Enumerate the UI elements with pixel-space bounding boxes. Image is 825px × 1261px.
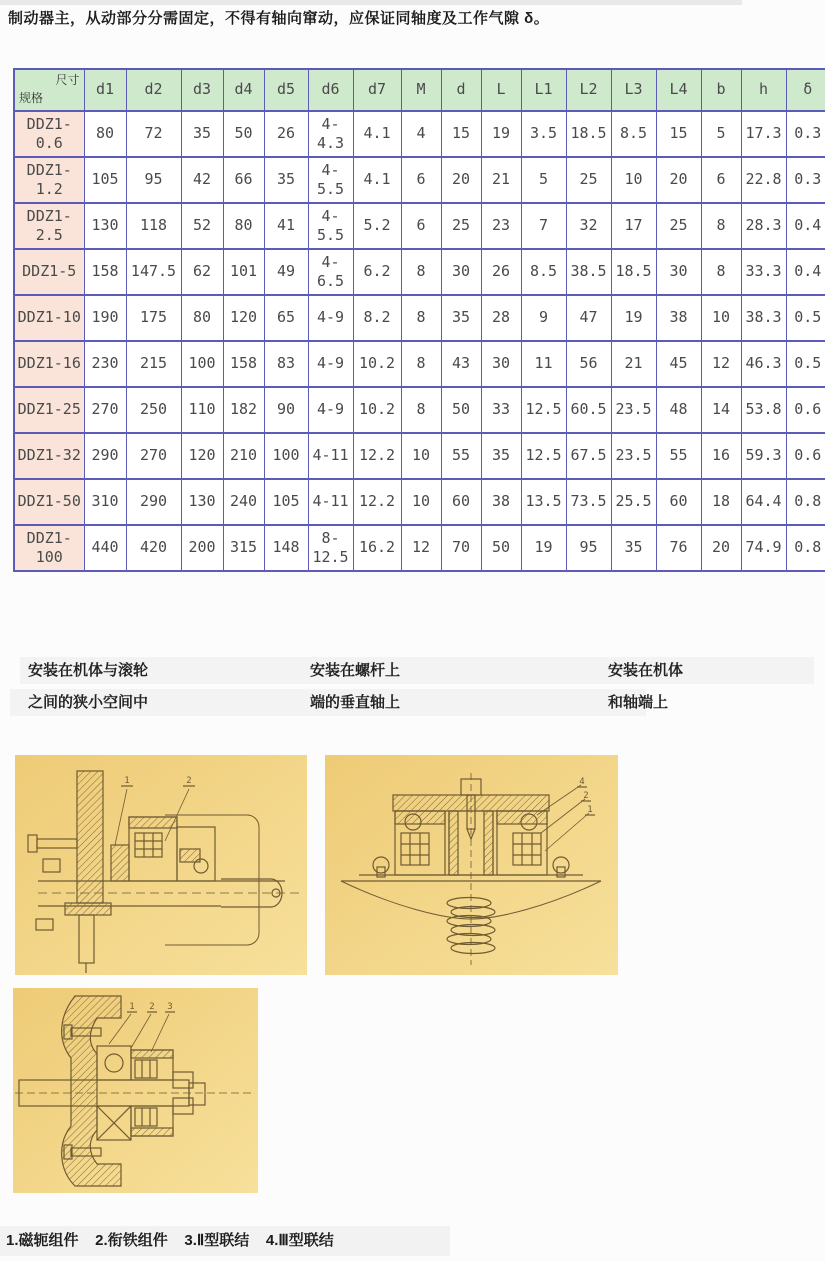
value-cell: 10 xyxy=(611,157,656,203)
value-cell: 72 xyxy=(126,111,181,157)
value-cell: 10.2 xyxy=(353,341,401,387)
spec-table xyxy=(13,68,825,572)
value-cell: 53.8 xyxy=(741,387,786,433)
figure-bg xyxy=(13,988,258,1193)
value-cell: 4-9 xyxy=(308,341,353,387)
value-cell: 6 xyxy=(401,203,441,249)
table-row xyxy=(14,111,825,157)
value-cell: 74.9 xyxy=(741,525,786,571)
value-cell: 4.1 xyxy=(353,157,401,203)
figure-label: 1 xyxy=(587,805,593,815)
value-cell: 23.5 xyxy=(611,387,656,433)
value-cell: 43 xyxy=(441,341,481,387)
value-cell: 16.2 xyxy=(353,525,401,571)
value-cell: 21 xyxy=(481,157,521,203)
value-cell: 4.1 xyxy=(353,111,401,157)
table-row xyxy=(14,341,825,387)
value-cell: 12 xyxy=(401,525,441,571)
spec-cell: DDZ1-25 xyxy=(14,387,84,433)
figure-label: 3 xyxy=(167,1002,173,1012)
value-cell: 6.2 xyxy=(353,249,401,295)
value-cell: 105 xyxy=(84,157,126,203)
column-header: d xyxy=(441,69,481,111)
value-cell: 28 xyxy=(481,295,521,341)
value-cell: 310 xyxy=(84,479,126,525)
column-header: b xyxy=(701,69,741,111)
value-cell: 23.5 xyxy=(611,433,656,479)
table-row xyxy=(14,157,825,203)
value-cell: 147.5 xyxy=(126,249,181,295)
column-header: δ xyxy=(786,69,825,111)
value-cell: 30 xyxy=(441,249,481,295)
value-cell: 200 xyxy=(181,525,223,571)
value-cell: 15 xyxy=(441,111,481,157)
value-cell: 250 xyxy=(126,387,181,433)
value-cell: 290 xyxy=(84,433,126,479)
value-cell: 95 xyxy=(126,157,181,203)
bottom-caption: 1.磁轭组件 2.衔铁组件 3.Ⅱ型联结 4.Ⅲ型联结 xyxy=(6,1232,334,1249)
figure-label: 1 xyxy=(129,1002,135,1012)
table-row xyxy=(14,387,825,433)
value-cell: 175 xyxy=(126,295,181,341)
caption-line: 安装在机体与滚轮 xyxy=(28,662,149,679)
value-cell: 130 xyxy=(84,203,126,249)
value-cell: 60 xyxy=(441,479,481,525)
value-cell: 50 xyxy=(481,525,521,571)
value-cell: 0.6 xyxy=(786,433,825,479)
value-cell: 12.5 xyxy=(521,387,566,433)
value-cell: 35 xyxy=(481,433,521,479)
value-cell: 4-9 xyxy=(308,295,353,341)
value-cell: 110 xyxy=(181,387,223,433)
value-cell: 215 xyxy=(126,341,181,387)
caption-line: 之间的狭小空间中 xyxy=(28,694,149,711)
value-cell: 80 xyxy=(181,295,223,341)
value-cell: 22.8 xyxy=(741,157,786,203)
column-header: d6 xyxy=(308,69,353,111)
spec-cell: DDZ1-100 xyxy=(14,525,84,571)
value-cell: 8 xyxy=(401,341,441,387)
column-header: h xyxy=(741,69,786,111)
value-cell: 4-11 xyxy=(308,479,353,525)
value-cell: 4-5.5 xyxy=(308,203,353,249)
table-row xyxy=(14,433,825,479)
value-cell: 0.4 xyxy=(786,203,825,249)
value-cell: 4-11 xyxy=(308,433,353,479)
value-cell: 101 xyxy=(223,249,264,295)
value-cell: 21 xyxy=(611,341,656,387)
value-cell: 35 xyxy=(181,111,223,157)
caption-roller xyxy=(28,657,308,716)
figure-label: 2 xyxy=(583,791,589,801)
value-cell: 4-6.5 xyxy=(308,249,353,295)
value-cell: 18 xyxy=(701,479,741,525)
value-cell: 25 xyxy=(441,203,481,249)
spec-cell: DDZ1-5 xyxy=(14,249,84,295)
value-cell: 76 xyxy=(656,525,701,571)
value-cell: 18.5 xyxy=(566,111,611,157)
value-cell: 90 xyxy=(264,387,308,433)
value-cell: 5 xyxy=(521,157,566,203)
column-header: L2 xyxy=(566,69,611,111)
value-cell: 118 xyxy=(126,203,181,249)
value-cell: 48 xyxy=(656,387,701,433)
value-cell: 4-5.5 xyxy=(308,157,353,203)
value-cell: 60.5 xyxy=(566,387,611,433)
value-cell: 55 xyxy=(656,433,701,479)
value-cell: 8-12.5 xyxy=(308,525,353,571)
value-cell: 190 xyxy=(84,295,126,341)
top-divider xyxy=(0,0,742,5)
value-cell: 23 xyxy=(481,203,521,249)
value-cell: 25 xyxy=(566,157,611,203)
value-cell: 8.5 xyxy=(611,111,656,157)
value-cell: 18.5 xyxy=(611,249,656,295)
value-cell: 315 xyxy=(223,525,264,571)
value-cell: 50 xyxy=(223,111,264,157)
value-cell: 38.3 xyxy=(741,295,786,341)
column-header: d7 xyxy=(353,69,401,111)
value-cell: 270 xyxy=(126,433,181,479)
value-cell: 80 xyxy=(223,203,264,249)
value-cell: 30 xyxy=(656,249,701,295)
value-cell: 290 xyxy=(126,479,181,525)
value-cell: 0.3 xyxy=(786,157,825,203)
corner-label-size: 尺寸 xyxy=(55,73,80,87)
value-cell: 28.3 xyxy=(741,203,786,249)
spec-cell: DDZ1-10 xyxy=(14,295,84,341)
value-cell: 158 xyxy=(223,341,264,387)
value-cell: 210 xyxy=(223,433,264,479)
value-cell: 8.5 xyxy=(521,249,566,295)
table-row xyxy=(14,295,825,341)
caption-screw xyxy=(310,657,590,716)
value-cell: 66 xyxy=(223,157,264,203)
value-cell: 100 xyxy=(181,341,223,387)
figure-shaft-end-mount-drawing xyxy=(13,988,258,1193)
value-cell: 59.3 xyxy=(741,433,786,479)
value-cell: 440 xyxy=(84,525,126,571)
value-cell: 19 xyxy=(611,295,656,341)
value-cell: 5 xyxy=(701,111,741,157)
value-cell: 80 xyxy=(84,111,126,157)
value-cell: 33 xyxy=(481,387,521,433)
column-header: d2 xyxy=(126,69,181,111)
value-cell: 130 xyxy=(181,479,223,525)
caption-line: 安装在机体 xyxy=(608,662,684,679)
value-cell: 50 xyxy=(441,387,481,433)
table-row xyxy=(14,525,825,571)
value-cell: 10 xyxy=(401,479,441,525)
value-cell: 12 xyxy=(701,341,741,387)
value-cell: 73.5 xyxy=(566,479,611,525)
value-cell: 65 xyxy=(264,295,308,341)
value-cell: 45 xyxy=(656,341,701,387)
column-header: M xyxy=(401,69,441,111)
figure-roller-mount xyxy=(15,755,307,975)
value-cell: 3.5 xyxy=(521,111,566,157)
table-row xyxy=(14,479,825,525)
value-cell: 5.2 xyxy=(353,203,401,249)
value-cell: 60 xyxy=(656,479,701,525)
figure-label: 4 xyxy=(579,777,585,787)
value-cell: 0.6 xyxy=(786,387,825,433)
column-header: d1 xyxy=(84,69,126,111)
value-cell: 13.5 xyxy=(521,479,566,525)
spec-cell: DDZ1-50 xyxy=(14,479,84,525)
corner-cell xyxy=(14,69,84,111)
caption-line: 和轴端上 xyxy=(608,694,669,711)
value-cell: 240 xyxy=(223,479,264,525)
column-header: d4 xyxy=(223,69,264,111)
value-cell: 11 xyxy=(521,341,566,387)
intro-text: 制动器主，从动部分分需固定，不得有轴向窜动，应保证同轴度及工作气隙 δ。 xyxy=(8,10,550,27)
value-cell: 8 xyxy=(401,295,441,341)
value-cell: 42 xyxy=(181,157,223,203)
spec-cell: DDZ1-0.6 xyxy=(14,111,84,157)
value-cell: 16 xyxy=(701,433,741,479)
value-cell: 4-9 xyxy=(308,387,353,433)
value-cell: 35 xyxy=(441,295,481,341)
header-row xyxy=(14,69,825,111)
figure-bg xyxy=(15,755,307,975)
value-cell: 8 xyxy=(401,249,441,295)
spec-cell: DDZ1-1.2 xyxy=(14,157,84,203)
value-cell: 8 xyxy=(401,387,441,433)
value-cell: 83 xyxy=(264,341,308,387)
figure-shaft-end-mount xyxy=(13,988,258,1193)
value-cell: 0.4 xyxy=(786,249,825,295)
value-cell: 100 xyxy=(264,433,308,479)
table-row xyxy=(14,203,825,249)
value-cell: 17 xyxy=(611,203,656,249)
value-cell: 120 xyxy=(223,295,264,341)
caption-shaft-end xyxy=(608,657,825,716)
spec-cell: DDZ1-2.5 xyxy=(14,203,84,249)
value-cell: 32 xyxy=(566,203,611,249)
value-cell: 38 xyxy=(656,295,701,341)
value-cell: 55 xyxy=(441,433,481,479)
value-cell: 19 xyxy=(481,111,521,157)
value-cell: 4 xyxy=(401,111,441,157)
value-cell: 120 xyxy=(181,433,223,479)
value-cell: 0.3 xyxy=(786,111,825,157)
table-body xyxy=(14,111,825,571)
value-cell: 8 xyxy=(701,249,741,295)
corner-label-spec: 规格 xyxy=(19,91,44,106)
value-cell: 230 xyxy=(84,341,126,387)
value-cell: 26 xyxy=(481,249,521,295)
value-cell: 46.3 xyxy=(741,341,786,387)
value-cell: 15 xyxy=(656,111,701,157)
column-header: L1 xyxy=(521,69,566,111)
value-cell: 38.5 xyxy=(566,249,611,295)
value-cell: 4-4.3 xyxy=(308,111,353,157)
value-cell: 20 xyxy=(656,157,701,203)
value-cell: 67.5 xyxy=(566,433,611,479)
value-cell: 33.3 xyxy=(741,249,786,295)
column-header: L3 xyxy=(611,69,656,111)
table-row xyxy=(14,249,825,295)
value-cell: 95 xyxy=(566,525,611,571)
value-cell: 30 xyxy=(481,341,521,387)
figure-label: 2 xyxy=(186,776,192,786)
value-cell: 52 xyxy=(181,203,223,249)
value-cell: 105 xyxy=(264,479,308,525)
column-header: L4 xyxy=(656,69,701,111)
value-cell: 20 xyxy=(441,157,481,203)
value-cell: 8.2 xyxy=(353,295,401,341)
figure-label: 1 xyxy=(124,776,130,786)
caption-line: 端的垂直轴上 xyxy=(310,694,401,711)
value-cell: 14 xyxy=(701,387,741,433)
figure-screw-mount-drawing xyxy=(325,755,618,975)
figure-label: 2 xyxy=(149,1002,155,1012)
value-cell: 9 xyxy=(521,295,566,341)
column-header: d3 xyxy=(181,69,223,111)
value-cell: 420 xyxy=(126,525,181,571)
value-cell: 10.2 xyxy=(353,387,401,433)
spec-cell: DDZ1-16 xyxy=(14,341,84,387)
value-cell: 12.2 xyxy=(353,433,401,479)
value-cell: 10 xyxy=(701,295,741,341)
value-cell: 20 xyxy=(701,525,741,571)
value-cell: 25 xyxy=(656,203,701,249)
value-cell: 6 xyxy=(701,157,741,203)
value-cell: 35 xyxy=(264,157,308,203)
value-cell: 25.5 xyxy=(611,479,656,525)
value-cell: 12.2 xyxy=(353,479,401,525)
value-cell: 12.5 xyxy=(521,433,566,479)
figure-screw-mount xyxy=(325,755,618,975)
value-cell: 19 xyxy=(521,525,566,571)
value-cell: 10 xyxy=(401,433,441,479)
value-cell: 56 xyxy=(566,341,611,387)
value-cell: 41 xyxy=(264,203,308,249)
value-cell: 182 xyxy=(223,387,264,433)
value-cell: 47 xyxy=(566,295,611,341)
value-cell: 38 xyxy=(481,479,521,525)
value-cell: 0.5 xyxy=(786,295,825,341)
value-cell: 64.4 xyxy=(741,479,786,525)
value-cell: 35 xyxy=(611,525,656,571)
value-cell: 7 xyxy=(521,203,566,249)
figure-roller-mount-drawing xyxy=(15,755,307,975)
value-cell: 49 xyxy=(264,249,308,295)
spec-table-wrap xyxy=(13,68,825,572)
value-cell: 158 xyxy=(84,249,126,295)
value-cell: 0.5 xyxy=(786,341,825,387)
value-cell: 0.8 xyxy=(786,525,825,571)
value-cell: 70 xyxy=(441,525,481,571)
value-cell: 8 xyxy=(701,203,741,249)
value-cell: 26 xyxy=(264,111,308,157)
spec-cell: DDZ1-32 xyxy=(14,433,84,479)
value-cell: 148 xyxy=(264,525,308,571)
value-cell: 270 xyxy=(84,387,126,433)
value-cell: 62 xyxy=(181,249,223,295)
value-cell: 0.8 xyxy=(786,479,825,525)
caption-line: 安装在螺杆上 xyxy=(310,662,401,679)
column-header: d5 xyxy=(264,69,308,111)
value-cell: 17.3 xyxy=(741,111,786,157)
column-header: L xyxy=(481,69,521,111)
value-cell: 6 xyxy=(401,157,441,203)
